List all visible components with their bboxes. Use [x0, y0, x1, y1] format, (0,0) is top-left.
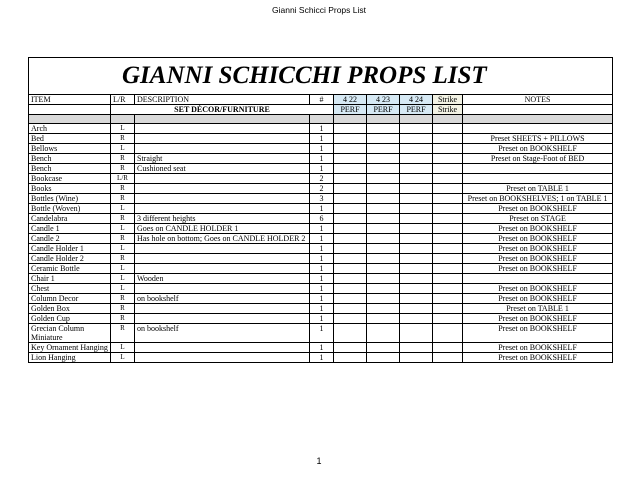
notes-cell: Preset on STAGE — [463, 214, 613, 224]
item-cell: Candle Holder 1 — [29, 244, 111, 254]
perf1-cell — [334, 254, 367, 264]
perf1-cell — [334, 284, 367, 294]
notes-cell: Preset on BOOKSHELF — [463, 264, 613, 274]
notes-cell: Preset on BOOKSHELF — [463, 234, 613, 244]
col-perf1-date: 4 22 — [334, 95, 367, 105]
perf2-cell — [367, 204, 400, 214]
perf2-cell — [367, 244, 400, 254]
table-row — [29, 154, 613, 164]
notes-cell: Preset on BOOKSHELF — [463, 224, 613, 234]
item-cell: Bookcase — [29, 174, 111, 184]
description-cell — [135, 144, 310, 154]
perf1-cell — [334, 343, 367, 353]
perf2-cell — [367, 134, 400, 144]
col-perf2-date: 4 23 — [367, 95, 400, 105]
qty-cell: 1 — [310, 294, 334, 304]
qty-cell: 1 — [310, 314, 334, 324]
item-cell: Arch — [29, 124, 111, 134]
strike-cell — [433, 343, 463, 353]
table-row — [29, 194, 613, 204]
item-cell: Candle 2 — [29, 234, 111, 244]
table-row — [29, 264, 613, 274]
perf1-cell — [334, 144, 367, 154]
notes-cell: Preset on BOOKSHELF — [463, 254, 613, 264]
lr-cell: L — [111, 264, 135, 274]
perf1-cell — [334, 154, 367, 164]
notes-cell: Preset on BOOKSHELF — [463, 144, 613, 154]
description-cell — [135, 204, 310, 214]
lr-cell: R — [111, 324, 135, 343]
notes-cell: Preset on Stage-Foot of BED — [463, 154, 613, 164]
perf1-cell — [334, 124, 367, 134]
col-qty-header: # — [310, 95, 334, 105]
item-cell: Chair 1 — [29, 274, 111, 284]
perf2-cell — [367, 343, 400, 353]
col-lr-header: L/R — [111, 95, 135, 105]
perf1-cell — [334, 204, 367, 214]
perf1-cell — [334, 134, 367, 144]
qty-cell: 6 — [310, 214, 334, 224]
perf1-cell — [334, 164, 367, 174]
notes-cell: Preset on TABLE 1 — [463, 184, 613, 194]
perf3-cell — [400, 174, 433, 184]
col-item-header: ITEM — [29, 95, 111, 105]
notes-cell: Preset on BOOKSHELF — [463, 294, 613, 304]
notes-cell: Preset on BOOKSHELVES; 1 on TABLE 1 — [463, 194, 613, 204]
qty-cell: 1 — [310, 284, 334, 294]
perf2-cell — [367, 294, 400, 304]
shaded-spacer-row — [29, 115, 613, 124]
qty-cell: 1 — [310, 254, 334, 264]
perf1-cell — [334, 174, 367, 184]
perf3-cell — [400, 184, 433, 194]
description-cell — [135, 254, 310, 264]
qty-cell: 1 — [310, 124, 334, 134]
qty-cell: 3 — [310, 194, 334, 204]
qty-cell: 2 — [310, 184, 334, 194]
strike-cell — [433, 154, 463, 164]
col-description-header: DESCRIPTION — [135, 95, 310, 105]
perf1-cell — [334, 234, 367, 244]
qty-cell: 1 — [310, 274, 334, 284]
lr-cell: R — [111, 314, 135, 324]
description-cell — [135, 284, 310, 294]
qty-cell: 1 — [310, 234, 334, 244]
item-cell: Key Ornament Hanging — [29, 343, 111, 353]
perf3-cell — [400, 234, 433, 244]
perf2-cell — [367, 174, 400, 184]
notes-cell — [463, 174, 613, 184]
perf3-cell — [400, 204, 433, 214]
item-cell: Grecian Column Miniature — [29, 324, 111, 343]
table-row — [29, 124, 613, 134]
strike-cell — [433, 234, 463, 244]
item-cell: Bench — [29, 164, 111, 174]
perf2-cell — [367, 214, 400, 224]
lr-cell: L — [111, 284, 135, 294]
table-row — [29, 314, 613, 324]
perf3-cell — [400, 164, 433, 174]
perf2-cell — [367, 184, 400, 194]
table-row — [29, 304, 613, 314]
table-row — [29, 324, 613, 343]
qty-cell: 1 — [310, 144, 334, 154]
lr-cell: L — [111, 244, 135, 254]
item-cell: Candelabra — [29, 214, 111, 224]
item-cell: Bellows — [29, 144, 111, 154]
props-table — [28, 57, 613, 363]
description-cell — [135, 244, 310, 254]
qty-cell: 1 — [310, 204, 334, 214]
strike-cell — [433, 174, 463, 184]
lr-cell: R — [111, 134, 135, 144]
qty-cell: 1 — [310, 134, 334, 144]
strike-cell — [433, 184, 463, 194]
strike-cell — [433, 353, 463, 363]
notes-cell: Preset on BOOKSHELF — [463, 204, 613, 214]
lr-cell: R — [111, 194, 135, 204]
perf3-cell — [400, 274, 433, 284]
lr-cell: L/R — [111, 174, 135, 184]
perf1-label: PERF — [334, 105, 367, 115]
notes-cell: Preset on BOOKSHELF — [463, 284, 613, 294]
item-cell: Books — [29, 184, 111, 194]
description-cell: Goes on CANDLE HOLDER 1 — [135, 224, 310, 234]
perf3-cell — [400, 314, 433, 324]
strike-cell — [433, 134, 463, 144]
perf1-cell — [334, 184, 367, 194]
perf2-cell — [367, 304, 400, 314]
notes-cell: Preset on BOOKSHELF — [463, 324, 613, 343]
item-cell: Golden Cup — [29, 314, 111, 324]
description-cell: Wooden — [135, 274, 310, 284]
qty-cell: 1 — [310, 304, 334, 314]
qty-cell: 1 — [310, 164, 334, 174]
perf1-cell — [334, 224, 367, 234]
perf2-cell — [367, 234, 400, 244]
table-row — [29, 353, 613, 363]
perf3-cell — [400, 343, 433, 353]
perf3-cell — [400, 264, 433, 274]
item-cell: Golden Box — [29, 304, 111, 314]
description-cell: on bookshelf — [135, 324, 310, 343]
item-cell: Bottle (Woven) — [29, 204, 111, 214]
item-cell: Candle Holder 2 — [29, 254, 111, 264]
perf1-cell — [334, 264, 367, 274]
table-row — [29, 134, 613, 144]
table-row — [29, 144, 613, 154]
description-cell — [135, 134, 310, 144]
perf1-cell — [334, 314, 367, 324]
qty-cell: 1 — [310, 264, 334, 274]
perf2-cell — [367, 254, 400, 264]
col-notes-header: NOTES — [463, 95, 613, 105]
perf3-cell — [400, 284, 433, 294]
strike-cell — [433, 204, 463, 214]
description-cell — [135, 314, 310, 324]
strike-label: Strike — [433, 105, 463, 115]
perf3-cell — [400, 154, 433, 164]
table-row — [29, 174, 613, 184]
qty-cell: 2 — [310, 174, 334, 184]
page-number: 1 — [316, 456, 322, 466]
description-cell — [135, 264, 310, 274]
title-row — [29, 58, 613, 95]
page-title: GIANNI SCHICCHI PROPS LIST — [122, 62, 487, 89]
running-header: Gianni Schicci Props List — [271, 5, 366, 15]
lr-cell: L — [111, 343, 135, 353]
table-row — [29, 284, 613, 294]
strike-cell — [433, 124, 463, 134]
strike-cell — [433, 224, 463, 234]
perf3-cell — [400, 254, 433, 264]
perf3-label: PERF — [400, 105, 433, 115]
perf2-cell — [367, 144, 400, 154]
lr-cell: R — [111, 154, 135, 164]
strike-cell — [433, 254, 463, 264]
title-cell — [29, 58, 613, 95]
perf3-cell — [400, 244, 433, 254]
perf3-cell — [400, 304, 433, 314]
column-header-row — [29, 95, 613, 105]
notes-cell: Preset on BOOKSHELF — [463, 353, 613, 363]
table-row — [29, 343, 613, 353]
description-cell — [135, 353, 310, 363]
table-row — [29, 164, 613, 174]
perf2-cell — [367, 274, 400, 284]
perf2-cell — [367, 264, 400, 274]
qty-cell: 1 — [310, 343, 334, 353]
lr-cell: R — [111, 294, 135, 304]
item-cell: Ceramic Bottle — [29, 264, 111, 274]
perf2-cell — [367, 164, 400, 174]
perf2-label: PERF — [367, 105, 400, 115]
table-row — [29, 254, 613, 264]
description-cell: Cushioned seat — [135, 164, 310, 174]
lr-cell: L — [111, 204, 135, 214]
lr-cell: L — [111, 124, 135, 134]
section-header-row — [29, 105, 613, 115]
perf1-cell — [334, 353, 367, 363]
perf1-cell — [334, 274, 367, 284]
perf3-cell — [400, 194, 433, 204]
perf2-cell — [367, 284, 400, 294]
lr-cell: L — [111, 274, 135, 284]
description-cell — [135, 124, 310, 134]
qty-cell: 1 — [310, 154, 334, 164]
perf3-cell — [400, 134, 433, 144]
lr-cell: R — [111, 164, 135, 174]
notes-cell: Preset on BOOKSHELF — [463, 244, 613, 254]
notes-cell: Preset on BOOKSHELF — [463, 314, 613, 324]
perf3-cell — [400, 144, 433, 154]
perf2-cell — [367, 314, 400, 324]
table-row — [29, 274, 613, 284]
perf3-cell — [400, 353, 433, 363]
perf1-cell — [334, 244, 367, 254]
strike-cell — [433, 304, 463, 314]
strike-cell — [433, 264, 463, 274]
col-perf3-date: 4 24 — [400, 95, 433, 105]
item-cell: Bottles (Wine) — [29, 194, 111, 204]
description-cell — [135, 343, 310, 353]
item-cell: Chest — [29, 284, 111, 294]
section-heading: SET DÉCOR/FURNITURE — [111, 105, 334, 115]
table-row — [29, 224, 613, 234]
notes-cell — [463, 124, 613, 134]
qty-cell: 1 — [310, 353, 334, 363]
table-row — [29, 204, 613, 214]
description-cell: on bookshelf — [135, 294, 310, 304]
description-cell — [135, 184, 310, 194]
description-cell: Has hole on bottom; Goes on CANDLE HOLDER 2 — [135, 234, 310, 244]
strike-cell — [433, 274, 463, 284]
item-cell: Candle 1 — [29, 224, 111, 234]
item-cell: Bed — [29, 134, 111, 144]
perf3-cell — [400, 214, 433, 224]
qty-cell: 1 — [310, 324, 334, 343]
lr-cell: R — [111, 234, 135, 244]
perf1-cell — [334, 324, 367, 343]
perf3-cell — [400, 124, 433, 134]
perf2-cell — [367, 224, 400, 234]
lr-cell: L — [111, 353, 135, 363]
strike-cell — [433, 194, 463, 204]
item-cell: Column Decor — [29, 294, 111, 304]
perf1-cell — [334, 294, 367, 304]
description-cell: 3 different heights — [135, 214, 310, 224]
table-row — [29, 244, 613, 254]
notes-cell — [463, 274, 613, 284]
lr-cell: L — [111, 224, 135, 234]
lr-cell: R — [111, 214, 135, 224]
description-cell — [135, 304, 310, 314]
strike-cell — [433, 324, 463, 343]
qty-cell: 1 — [310, 244, 334, 254]
lr-cell: R — [111, 184, 135, 194]
strike-cell — [433, 244, 463, 254]
notes-cell: Preset on BOOKSHELF — [463, 343, 613, 353]
perf1-cell — [334, 304, 367, 314]
item-cell: Lion Hanging — [29, 353, 111, 363]
qty-cell: 1 — [310, 224, 334, 234]
perf2-cell — [367, 324, 400, 343]
col-strike-header: Strike — [433, 95, 463, 105]
perf3-cell — [400, 294, 433, 304]
perf3-cell — [400, 224, 433, 234]
table-row — [29, 234, 613, 244]
lr-cell: L — [111, 144, 135, 154]
strike-cell — [433, 144, 463, 154]
strike-cell — [433, 164, 463, 174]
description-cell — [135, 194, 310, 204]
strike-cell — [433, 284, 463, 294]
lr-cell: R — [111, 304, 135, 314]
notes-cell — [463, 164, 613, 174]
description-cell: Straight — [135, 154, 310, 164]
notes-cell: Preset on TABLE 1 — [463, 304, 613, 314]
perf1-cell — [334, 194, 367, 204]
strike-cell — [433, 294, 463, 304]
table-row — [29, 294, 613, 304]
notes-cell: Preset SHEETS + PILLOWS — [463, 134, 613, 144]
props-sheet — [28, 57, 612, 363]
lr-cell: R — [111, 254, 135, 264]
perf3-cell — [400, 324, 433, 343]
perf2-cell — [367, 124, 400, 134]
strike-cell — [433, 214, 463, 224]
perf2-cell — [367, 353, 400, 363]
item-cell: Bench — [29, 154, 111, 164]
table-row — [29, 214, 613, 224]
perf2-cell — [367, 154, 400, 164]
table-row — [29, 184, 613, 194]
description-cell — [135, 174, 310, 184]
strike-cell — [433, 314, 463, 324]
perf2-cell — [367, 194, 400, 204]
perf1-cell — [334, 214, 367, 224]
